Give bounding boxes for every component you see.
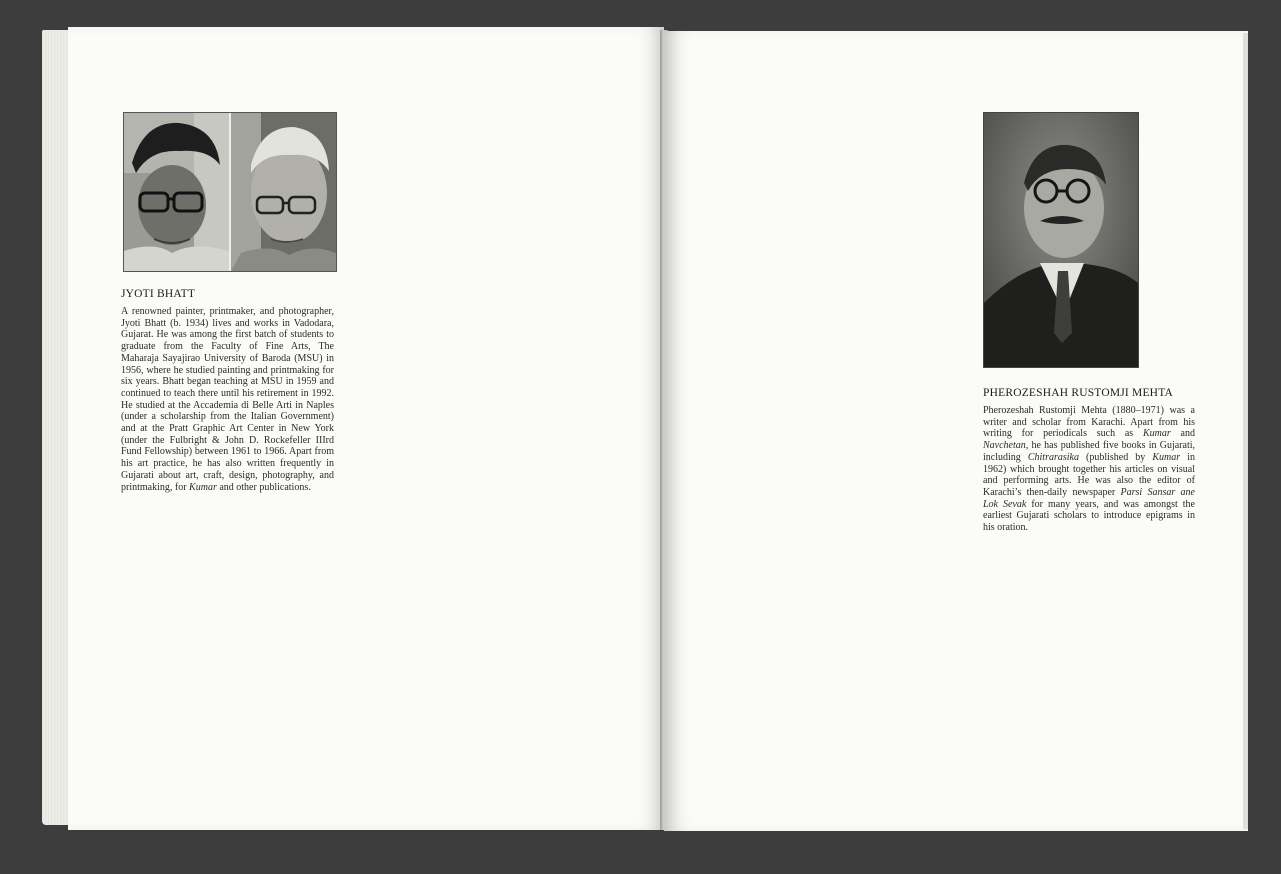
bio-text-fragment: printmaking, for: [121, 481, 190, 493]
bio-line: Fund Fellowship) between 1961 to 1966. Apart from: [121, 446, 334, 458]
publication-title: Kumar: [189, 481, 217, 493]
bio-line: Gujarati about art, craft, design, photography, and: [121, 469, 334, 481]
bio-heading-jyoti-bhatt: JYOTI BHATT: [121, 288, 196, 300]
bio-text-fragment: and: [1170, 428, 1195, 440]
bio-line: Pherozeshah Rustomji Mehta (1880–1971) was a: [983, 405, 1195, 416]
bio-line: introduce epigrams in his oration.: [983, 510, 1196, 534]
bio-line: Jyoti Bhatt (b. 1934) lives and works in Vadodara,: [121, 317, 334, 329]
bio-text-fragment: in 1962) which: [983, 451, 1196, 475]
photo-pherozeshah-mehta: [983, 112, 1139, 368]
publication-title: Kumar: [1142, 428, 1171, 440]
bio-line: 1956, where he studied painting and printmaking for: [121, 364, 334, 376]
bio-line: arts. He was also the editor of Karachi’s then-daily: [983, 475, 1195, 498]
bio-text-fragment: ,: [1025, 440, 1029, 452]
bio-text-fragment: newspaper: [1072, 486, 1121, 498]
right-page: [664, 31, 1248, 831]
bio-line: writer and scholar from Karachi. Apart from his: [983, 416, 1195, 428]
bio-line-last: [121, 482, 311, 493]
bio-line: continued to teach there until his retirement in 1992.: [121, 387, 334, 399]
bio-text-pherozeshah-mehta: [983, 405, 1195, 534]
bio-text-fragment: (published by: [1078, 451, 1153, 463]
bio-line: he has published five books in Gujarati, including: [983, 440, 1196, 463]
photo-young-portrait: [124, 113, 231, 271]
publication-title: Kumar: [1152, 451, 1181, 463]
bio-line: A renowned painter, printmaker, and photographer,: [121, 306, 334, 317]
bio-text-fragment: for many years,: [1026, 498, 1099, 510]
publication-title: Parsi Sansar ane Lok Sevak: [983, 486, 1195, 510]
bio-line: brought together his articles on visual and performing: [983, 463, 1195, 487]
bio-line: and was amongst the earliest Gujarati scholars to: [983, 498, 1195, 522]
photo-older-portrait: [231, 113, 336, 271]
bio-heading-pherozeshah-mehta: PHEROZESHAH RUSTOMJI MEHTA: [983, 387, 1173, 399]
bio-line: and at the Pratt Graphic Art Center in New York: [121, 423, 334, 435]
photo-pair-jyoti-bhatt: [123, 112, 337, 272]
bio-text-jyoti-bhatt: [121, 306, 334, 493]
publication-title: Navchetan: [983, 440, 1026, 452]
bio-line: to graduate from the Faculty of Fine Arts, The: [121, 329, 334, 353]
bio-line: He studied at the Accademia di Belle Arti in Naples: [121, 399, 334, 411]
publication-title: Chitrarasika: [1027, 451, 1079, 463]
bio-line: Gujarat. He was among the first batch of students: [121, 329, 324, 341]
bio-text-fragment: and other publications.: [216, 481, 311, 493]
bio-text-fragment: writing for periodicals such as: [983, 428, 1143, 440]
bio-line: (under a scholarship from the Italian Government): [121, 411, 334, 423]
bio-line: (under the Fulbright & John D. Rockefeller IIIrd: [121, 434, 334, 446]
bio-line: six years. Bhatt began teaching at MSU in 1959 and: [121, 376, 334, 388]
left-page: [68, 27, 664, 830]
bio-line: his art practice, he has also written frequently in: [121, 458, 334, 470]
bio-line: Maharaja Sayajirao University of Baroda (MSU) in: [121, 352, 334, 364]
page-edge-right: [1243, 33, 1248, 829]
